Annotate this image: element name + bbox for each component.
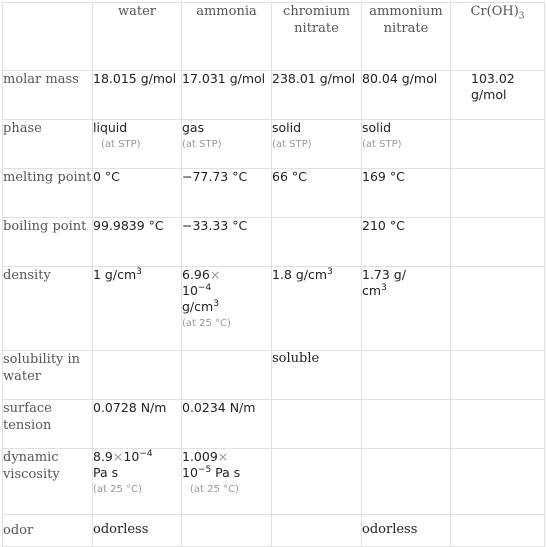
table-row <box>3 71 545 120</box>
phase-note: (at STP) <box>182 139 222 150</box>
cell-water-solubility <box>93 351 182 400</box>
unit-superscript: 3 <box>213 298 219 309</box>
row-header-odor: odor <box>3 515 93 547</box>
column-header-water: water <box>93 3 182 71</box>
cell-water-surface-tension: 0.0728 N/m <box>93 400 182 449</box>
cell-ammonia-odor <box>182 515 272 547</box>
cell-chromium-nitrate-surface-tension <box>272 400 362 449</box>
phase-note: (at STP) <box>362 139 402 150</box>
cell-ammonia-melting-point: −77.73 °C <box>182 169 272 218</box>
cell-ammonium-nitrate-density <box>362 267 451 351</box>
density-unit: g/cm <box>182 299 214 314</box>
formula-main: Cr(OH) <box>470 4 519 19</box>
row-header-surface-tension: surface tension <box>3 400 93 449</box>
density-unit: cm <box>362 283 382 298</box>
cell-ammonium-nitrate-viscosity <box>362 449 451 515</box>
cell-chromium-nitrate-melting-point: 66 °C <box>272 169 362 218</box>
cell-water-melting-point: 0 °C <box>93 169 182 218</box>
cell-ammonium-nitrate-phase <box>362 120 451 169</box>
cell-water-density <box>93 267 182 351</box>
cell-water-viscosity <box>93 449 182 515</box>
cell-croh3-boiling-point <box>451 218 545 267</box>
density-base: 10 <box>182 283 198 298</box>
cell-croh3-molar-mass: 103.02 g/mol <box>451 71 545 120</box>
phase-note: (at STP) <box>272 139 312 150</box>
times-sign: × <box>112 449 124 464</box>
table-row <box>3 515 545 547</box>
cell-croh3-solubility <box>451 351 545 400</box>
cell-ammonia-boiling-point: −33.33 °C <box>182 218 272 267</box>
row-header-phase: phase <box>3 120 93 169</box>
viscosity-base: 10 <box>182 465 198 480</box>
phase-note: (at STP) <box>101 139 141 150</box>
times-sign: × <box>209 267 221 282</box>
cell-water-odor: odorless <box>93 515 182 547</box>
table-row <box>3 351 545 400</box>
phase-value: liquid <box>93 120 128 135</box>
header-row <box>3 3 545 71</box>
cell-chromium-nitrate-solubility: soluble <box>272 351 362 400</box>
row-header-melting-point: melting point <box>3 169 93 218</box>
formula-subscript: 3 <box>518 11 525 22</box>
phase-value: solid <box>362 120 392 135</box>
density-mantissa: 6.96 <box>182 267 210 282</box>
cell-water-phase <box>93 120 182 169</box>
viscosity-exponent: −5 <box>197 464 212 475</box>
cell-ammonium-nitrate-molar-mass: 80.04 g/mol <box>362 71 451 120</box>
cell-croh3-surface-tension <box>451 400 545 449</box>
viscosity-base: 10 <box>123 449 140 464</box>
cell-ammonia-phase <box>182 120 272 169</box>
viscosity-unit: Pa s <box>93 465 119 480</box>
density-note: (at 25 °C) <box>182 318 231 329</box>
row-header-molar-mass: molar mass <box>3 71 93 120</box>
cell-croh3-viscosity <box>451 449 545 515</box>
phase-value: gas <box>182 120 205 135</box>
unit-superscript: 3 <box>381 282 387 293</box>
cell-croh3-density <box>451 267 545 351</box>
cell-ammonia-solubility <box>182 351 272 400</box>
properties-table <box>2 2 545 547</box>
cell-ammonium-nitrate-odor: odorless <box>362 515 451 547</box>
times-sign: × <box>217 449 229 464</box>
cell-water-boiling-point: 99.9839 °C <box>93 218 182 267</box>
viscosity-exponent: −4 <box>139 448 153 459</box>
table-row <box>3 400 545 449</box>
row-header-density: density <box>3 267 93 351</box>
cell-ammonium-nitrate-melting-point: 169 °C <box>362 169 451 218</box>
corner-cell <box>3 3 93 71</box>
density-exponent: −4 <box>197 282 212 293</box>
row-header-solubility: solubility in water <box>3 351 93 400</box>
table-row <box>3 120 545 169</box>
unit-superscript: 3 <box>327 266 333 277</box>
viscosity-mantissa: 8.9 <box>93 449 113 464</box>
table-row <box>3 169 545 218</box>
table-row <box>3 218 545 267</box>
viscosity-mantissa: 1.009 <box>182 449 218 464</box>
cell-chromium-nitrate-phase <box>272 120 362 169</box>
cell-chromium-nitrate-molar-mass: 238.01 g/mol <box>272 71 362 120</box>
table-row <box>3 267 545 351</box>
phase-value: solid <box>272 120 302 135</box>
column-header-ammonium-nitrate: ammonium nitrate <box>362 3 451 71</box>
cell-ammonia-surface-tension: 0.0234 N/m <box>182 400 272 449</box>
column-header-chromium-hydroxide <box>451 3 545 71</box>
cell-ammonia-density <box>182 267 272 351</box>
column-header-chromium-nitrate: chromium nitrate <box>272 3 362 71</box>
unit-superscript: 3 <box>136 266 142 277</box>
cell-croh3-odor <box>451 515 545 547</box>
cell-ammonia-molar-mass: 17.031 g/mol <box>182 71 272 120</box>
table-row <box>3 449 545 515</box>
cell-croh3-melting-point <box>451 169 545 218</box>
cell-chromium-nitrate-boiling-point <box>272 218 362 267</box>
cell-chromium-nitrate-odor <box>272 515 362 547</box>
viscosity-note: (at 25 °C) <box>190 484 239 495</box>
density-value: 1.73 g/ <box>362 267 406 282</box>
row-header-boiling-point: boiling point <box>3 218 93 267</box>
column-header-ammonia: ammonia <box>182 3 272 71</box>
cell-chromium-nitrate-viscosity <box>272 449 362 515</box>
cell-ammonium-nitrate-solubility <box>362 351 451 400</box>
cell-ammonium-nitrate-surface-tension <box>362 400 451 449</box>
density-value: 1 g/cm <box>93 267 137 282</box>
cell-chromium-nitrate-density <box>272 267 362 351</box>
row-header-viscosity: dynamic viscosity <box>3 449 93 515</box>
density-value: 1.8 g/cm <box>272 267 328 282</box>
cell-water-molar-mass: 18.015 g/mol <box>93 71 182 120</box>
cell-ammonium-nitrate-boiling-point: 210 °C <box>362 218 451 267</box>
viscosity-unit: Pa s <box>215 465 241 480</box>
cell-croh3-phase <box>451 120 545 169</box>
viscosity-note: (at 25 °C) <box>93 484 142 495</box>
cell-ammonia-viscosity <box>182 449 272 515</box>
